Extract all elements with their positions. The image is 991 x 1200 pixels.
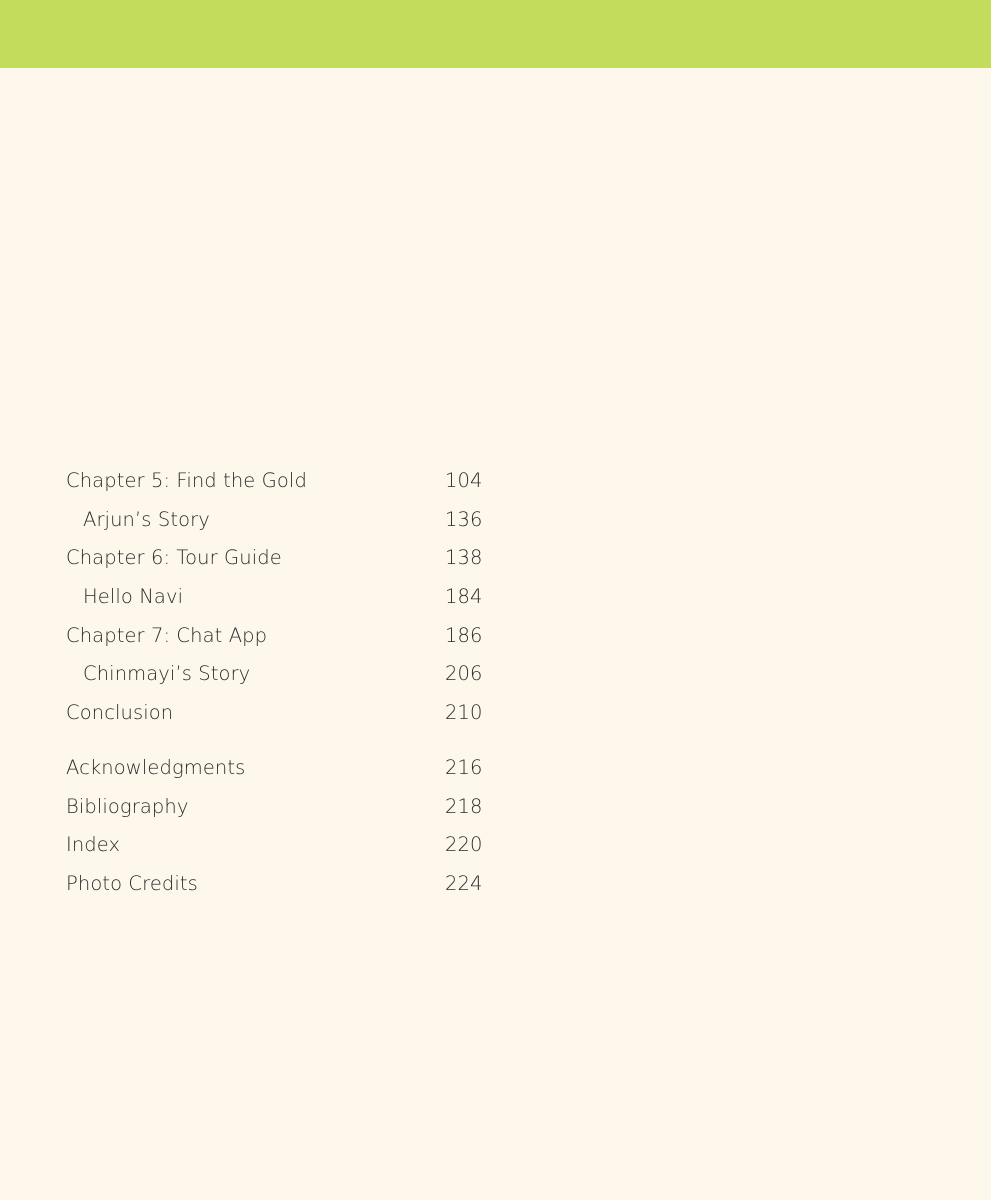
toc-entry-title: Arjun’s Story xyxy=(83,507,210,531)
toc-entry-title: Bibliography xyxy=(66,794,189,818)
toc-entry-conclusion[interactable] xyxy=(66,694,486,733)
toc-back-matter-section xyxy=(66,749,486,904)
toc-entry-page-number: 210 xyxy=(445,701,483,725)
toc-entry-chinmayis-story[interactable] xyxy=(66,655,486,694)
toc-entry-title: Chapter 6: Tour Guide xyxy=(66,546,282,570)
toc-entry-index[interactable] xyxy=(66,826,486,865)
toc-entry-arjuns-story[interactable] xyxy=(66,501,486,540)
header-color-band xyxy=(0,0,991,68)
toc-entry-page-number: 220 xyxy=(445,833,483,857)
toc-entry-title: Index xyxy=(66,833,121,857)
toc-entry-hello-navi[interactable] xyxy=(66,578,486,617)
toc-entry-chapter-5[interactable] xyxy=(66,462,486,501)
toc-entry-title: Acknowledgments xyxy=(66,755,246,779)
toc-entry-page-number: 224 xyxy=(445,871,483,895)
toc-entry-title: Photo Credits xyxy=(66,871,198,895)
toc-entry-bibliography[interactable] xyxy=(66,788,486,827)
toc-entry-chapter-6[interactable] xyxy=(66,539,486,578)
toc-entry-title: Chinmayi’s Story xyxy=(83,662,251,686)
toc-entry-page-number: 206 xyxy=(445,662,483,686)
toc-entry-title: Chapter 5: Find the Gold xyxy=(66,469,307,492)
toc-entry-page-number: 184 xyxy=(445,585,483,609)
toc-entry-page-number: 186 xyxy=(445,623,483,647)
toc-entry-page-number: 136 xyxy=(445,507,483,531)
toc-main-section xyxy=(66,462,486,733)
toc-entry-title: Chapter 7: Chat App xyxy=(66,623,268,647)
toc-entry-page-number: 138 xyxy=(445,546,483,570)
toc-entry-title: Conclusion xyxy=(66,701,174,725)
toc-entry-photo-credits[interactable] xyxy=(66,865,486,904)
toc-entry-page-number: 104 xyxy=(445,469,483,492)
toc-entry-acknowledgments[interactable] xyxy=(66,749,486,788)
toc-entry-chapter-7[interactable] xyxy=(66,617,486,656)
toc-entry-title: Hello Navi xyxy=(83,585,184,609)
table-of-contents xyxy=(66,462,486,904)
toc-entry-page-number: 218 xyxy=(445,794,483,818)
toc-entry-page-number: 216 xyxy=(445,755,483,779)
